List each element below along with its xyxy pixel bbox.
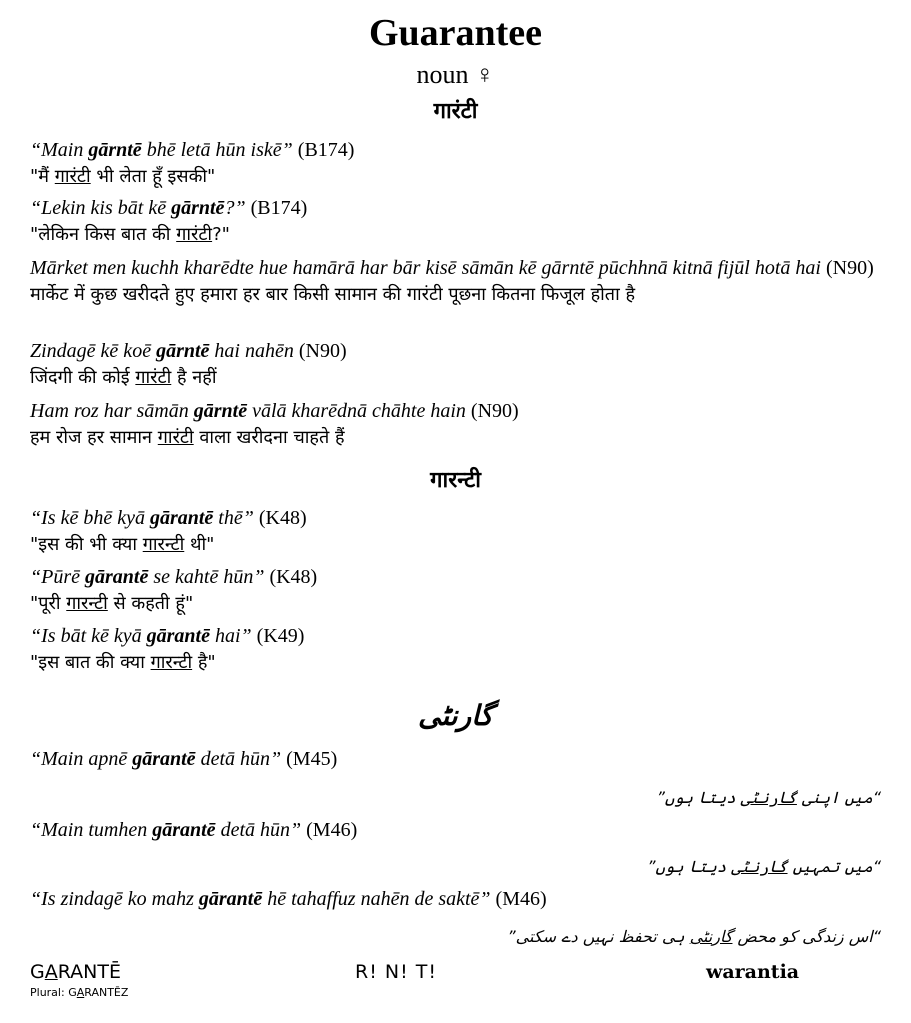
example-entry [30,400,880,450]
keyword: gārntē [193,400,248,422]
source-ref: (N90) [465,400,519,422]
example-urdu: “اس زندگی کو محض گارنٹی ہی تحفظ نہیں دے سکتی” [507,927,881,946]
keyword: gārantē [146,625,210,647]
source-ref: (M46) [490,888,547,910]
keyword: gārantē [85,566,149,588]
example-hindi: "मैं गारंटी भी लेता हूँ इसकी" [30,166,216,187]
hindi-keyword: गारंटी [135,367,172,388]
spelling-block [30,960,128,1000]
example-transliteration: “Main gārntē bhē letā hūn iskē” (B174) [30,139,355,161]
source-ref: (K49) [251,625,305,647]
consonant-pattern: R! N! T! [355,961,437,983]
hindi-keyword: गारंटी [157,427,194,448]
example-transliteration: “Main tumhen gārantē detā hūn” (M46) [30,819,358,841]
urdu-heading: گارنٹی [418,699,493,732]
part-of-speech: noun ♀ [416,60,495,89]
example-hindi: मार्केट में कुछ खरीदते हुए हमारा हर बार किसी सामान की गारंटी पूछना कितना फिजूल होता है [30,284,636,305]
keyword: gārantē [132,748,196,770]
example-transliteration: “Pūrē gārantē se kahtē hūn” (K48) [30,566,318,588]
keyword: gārntē [171,197,225,219]
source-ref: (M46) [301,819,358,841]
example-hindi: हम रोज हर सामान गारंटी वाला खरीदना चाहते हैं [30,427,345,448]
example-hindi: "लेकिन किस बात की गारंटी?" [30,224,230,245]
example-transliteration: Ham roz har sāmān gārntē vālā kharēdnā chāhte hain (N90) [30,400,519,422]
example-entry [30,139,880,189]
etymology-word: warantia [706,961,800,983]
hindi-keyword: गारन्टी [142,534,185,555]
example-hindi: "इस की भी क्या गारन्टी थी" [30,534,215,555]
plural-form: Plural: GARANTĒZ [30,986,129,999]
example-entry [30,625,880,675]
source-ref: (K48) [264,566,318,588]
keyword: gārntē [156,340,210,362]
example-transliteration: “Main apnē gārantē detā hūn” (M45) [30,748,338,770]
source-ref: (B174) [292,139,355,161]
keyword: gārantē [198,888,263,910]
entry-title: Guarantee [368,12,543,54]
hindi-keyword: गारन्टी [66,593,108,614]
source-ref: (K48) [253,507,307,529]
urdu-keyword: گارنٹی [689,927,733,946]
example-transliteration: “Lekin kis bāt kē gārntē?” (B174) [30,197,308,219]
example-transliteration: “Is kē bhē kyā gārantē thē” (K48) [30,507,307,529]
example-urdu: “میں اپنی گارنٹی دیتا ہوں” [656,788,881,807]
hindi-heading-1: गारंटी [433,99,478,124]
keyword: gārantē [149,507,214,529]
hindi-keyword: गारन्टी [150,652,193,673]
example-entry [30,257,880,307]
example-hindi: जिंदगी की कोई गारंटी है नहीं [30,367,217,388]
romanized-spelling: GARANTĒ [30,961,121,983]
keyword: gārantē [152,819,216,841]
example-transliteration: Zindagē kē koē gārntē hai nahēn (N90) [30,340,347,362]
keyword: gārntē [88,139,142,161]
source-ref: (B174) [245,197,308,219]
urdu-keyword: گارنٹی [740,788,797,807]
source-ref: (M45) [281,748,338,770]
example-entry [30,507,880,557]
example-transliteration: “Is zindagē ko mahz gārantē hē tahaffuz nahēn de saktē” (M46) [30,888,547,910]
example-transliteration: Mārket men kuchh kharēdte hue hamārā har bār kisē sāmān kē gārntē pūchhnā kitnā fijūl hotā hai (N90) [30,257,874,279]
urdu-keyword: گارنٹی [731,857,788,876]
example-hindi: "पूरी गारन्टी से कहती हूं" [30,593,194,614]
source-ref: (N90) [820,257,874,279]
example-entry [30,197,880,247]
example-entry [30,340,880,390]
example-urdu: “میں تمہیں گارنٹی دیتا ہوں” [647,857,881,876]
example-entry [30,888,880,910]
source-ref: (N90) [293,340,347,362]
example-entry [30,566,880,616]
example-hindi: "इस बात की क्या गारन्टी है" [30,652,216,673]
example-transliteration: “Is bāt kē kyā gārantē hai” (K49) [30,625,305,647]
example-entry [30,819,880,841]
hindi-heading-2: गारन्टी [430,468,481,493]
hindi-keyword: गारंटी [54,166,91,187]
hindi-keyword: गारंटी [176,224,213,245]
example-entry [30,748,880,770]
